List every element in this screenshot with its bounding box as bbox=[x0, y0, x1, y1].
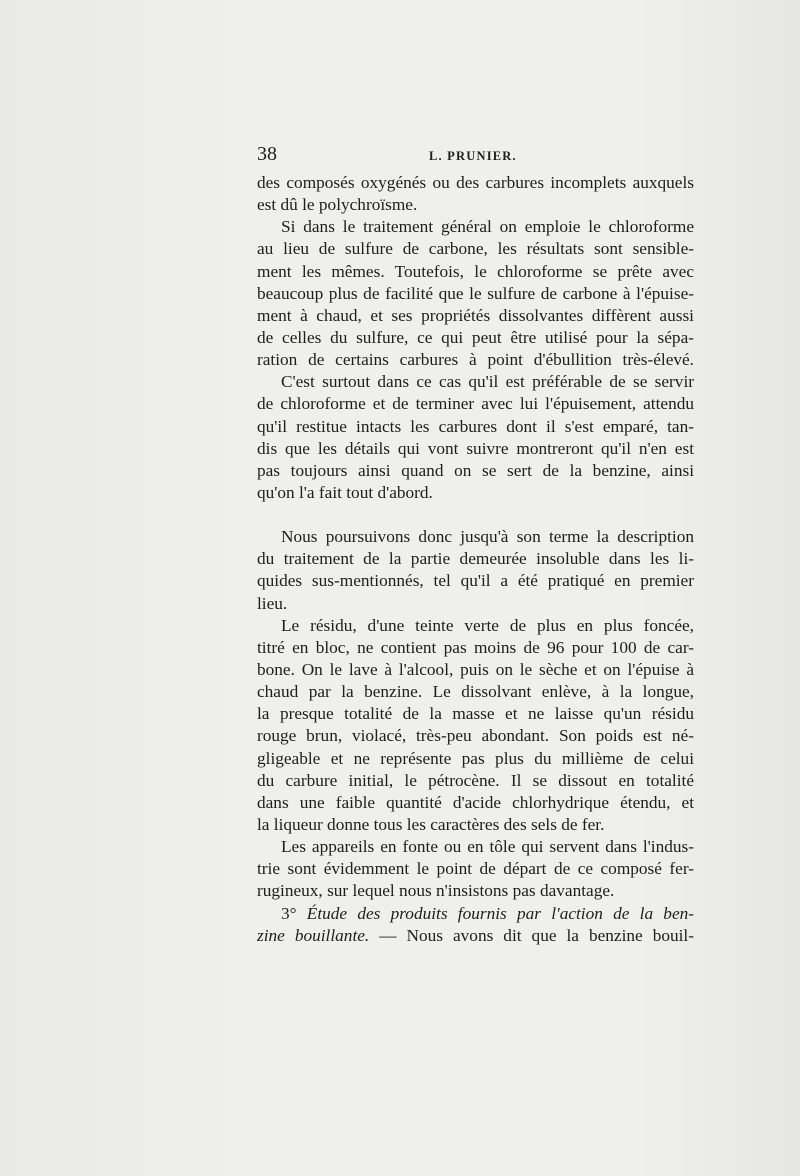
text-line: pas toujours ainsi quand on se sert de la benzine, ainsi bbox=[257, 460, 694, 480]
section-number: 3° bbox=[281, 903, 297, 923]
text-line: rugineux, sur lequel nous n'insistons pas davantage. bbox=[257, 881, 615, 901]
text-line: du carbure initial, le pétrocène. Il se dissout en totalité bbox=[257, 770, 694, 790]
text-line: ment les mêmes. Toutefois, le chloroforme se prête avec bbox=[257, 261, 694, 281]
text-line: Les appareils en fonte ou en tôle qui servent dans l'indus- bbox=[281, 837, 694, 857]
page-number: 38 bbox=[257, 143, 277, 165]
text-line: au lieu de sulfure de carbone, les résultats sont sensible- bbox=[257, 239, 694, 259]
text-line: trie sont évidemment le point de départ de ce composé fer- bbox=[257, 859, 694, 879]
text-line: titré en bloc, ne contient pas moins de 96 pour 100 de car- bbox=[257, 637, 694, 657]
section-title-continued: zine bouillante. bbox=[257, 925, 370, 945]
section-title: Étude des produits fournis par l'action de la ben- bbox=[306, 903, 694, 923]
text-line: lieu. bbox=[257, 593, 288, 613]
text-line: dans une faible quantité d'acide chlorhydrique étendu, et bbox=[257, 792, 694, 812]
section-heading-line bbox=[257, 925, 694, 947]
body-text bbox=[257, 172, 694, 947]
text-line: ration de certains carbures à point d'ébullition très-élevé. bbox=[257, 350, 694, 370]
text-line: C'est surtout dans ce cas qu'il est préférable de se servir bbox=[281, 372, 694, 392]
text-line: ment à chaud, et ses propriétés dissolvantes diffèrent aussi bbox=[257, 305, 694, 325]
text-line: qu'on l'a fait tout d'abord. bbox=[257, 482, 433, 502]
text-line: est dû le polychroïsme. bbox=[257, 195, 418, 215]
text-line: rouge brun, violacé, très-peu abondant. Son poids est né- bbox=[257, 726, 694, 746]
text-line: gligeable et ne représente pas plus du millième de celui bbox=[257, 748, 694, 768]
text-line: la presque totalité de la masse et ne laisse qu'un résidu bbox=[257, 704, 694, 724]
text-line: de chloroforme et de terminer avec lui l'épuisement, attendu bbox=[257, 394, 694, 414]
text-line: Si dans le traitement général on emploie le chloroforme bbox=[281, 217, 694, 237]
section-heading-line bbox=[257, 903, 694, 925]
text-line: qu'il restitue intacts les carbures dont il s'est emparé, tan- bbox=[257, 416, 694, 436]
text-line: Le résidu, d'une teinte verte de plus en plus foncée, bbox=[281, 615, 694, 635]
paragraph-gap bbox=[257, 504, 694, 526]
text-line: la liqueur donne tous les caractères des sels de fer. bbox=[257, 814, 605, 834]
text-line: beaucoup plus de facilité que le sulfure de carbone à l'épuise- bbox=[257, 283, 694, 303]
text-line: bone. On le lave à l'alcool, puis on le sèche et on l'épuise à bbox=[257, 659, 694, 679]
text-line: de celles du sulfure, ce qui peut être utilisé pour la sépa- bbox=[257, 327, 694, 347]
text-line: des composés oxygénés ou des carbures incomplets auxquels bbox=[257, 173, 694, 192]
section-text: — Nous avons dit que la benzine bouil- bbox=[379, 925, 694, 945]
text-line: chaud par la benzine. Le dissolvant enlève, à la longue, bbox=[257, 682, 694, 702]
running-head bbox=[257, 140, 693, 168]
text-line: du traitement de la partie demeurée insoluble dans les li- bbox=[257, 549, 694, 569]
text-line: quides sus-mentionnés, tel qu'il a été pratiqué en premier bbox=[257, 571, 694, 591]
text-line: dis que les détails qui vont suivre montreront qu'il n'en est bbox=[257, 438, 694, 458]
text-line: Nous poursuivons donc jusqu'à son terme la description bbox=[281, 527, 694, 547]
running-title: L. PRUNIER. bbox=[429, 149, 517, 163]
